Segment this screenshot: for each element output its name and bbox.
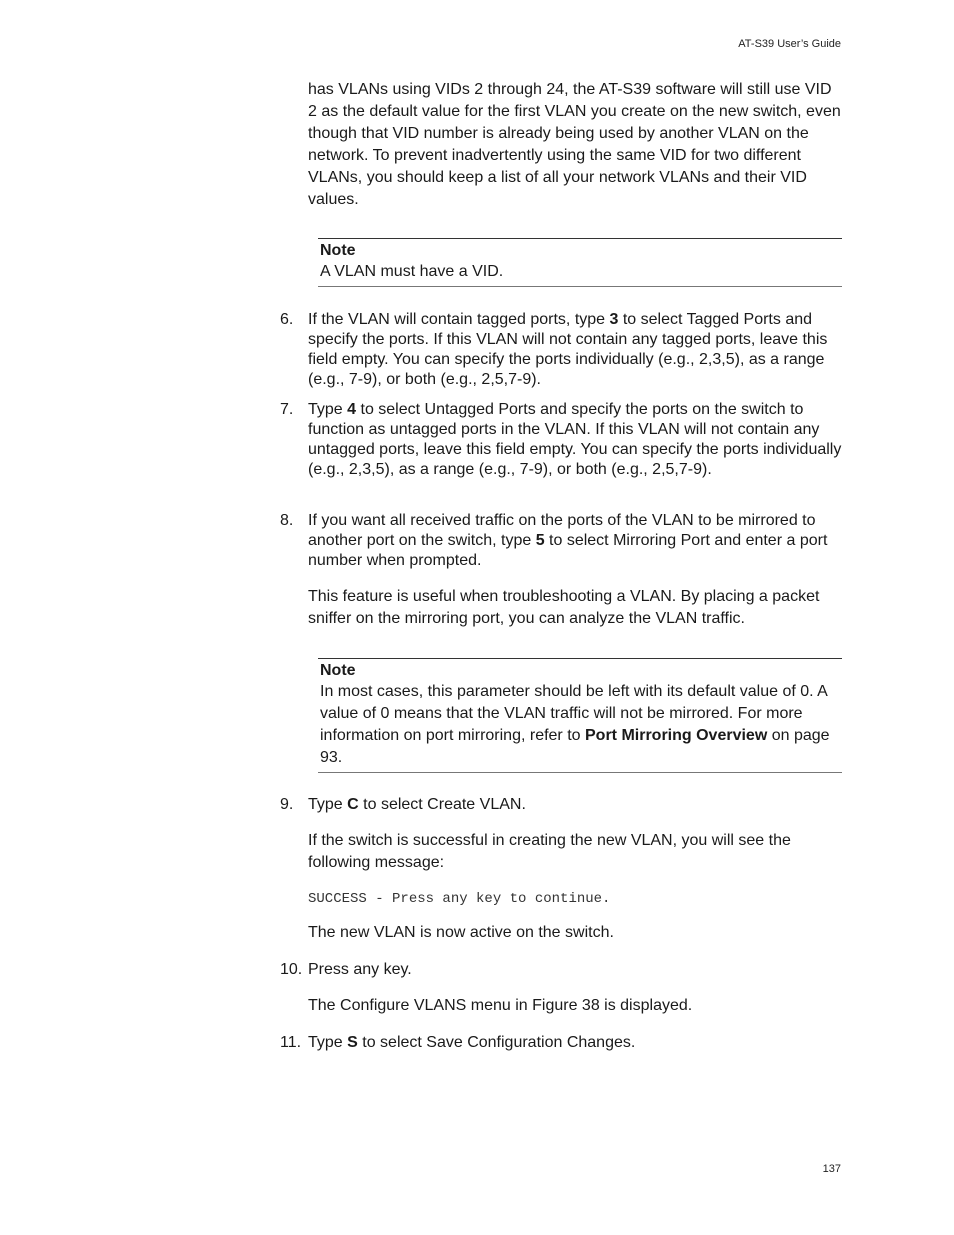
step-8 — [280, 511, 842, 573]
step-number: 6. — [280, 311, 294, 328]
step-11 — [280, 1033, 842, 1055]
note-box — [318, 238, 842, 287]
step-number: 7. — [280, 401, 294, 418]
note-title: Note — [320, 662, 356, 679]
step-number: 9. — [280, 796, 294, 813]
note-title: Note — [320, 242, 356, 259]
step-text: Press any key. — [308, 961, 412, 978]
key-label: 3 — [609, 311, 619, 328]
step-text: If you want all received traffic on the ports of the VLAN to be mirrored to another port on the switch, type 5 to select Mirroring Port and enter a port number when prompted. — [308, 512, 828, 569]
step-text: If the VLAN will contain tagged ports, type 3 to select Tagged Ports and specify the ports. If this VLAN will not contain any tagged ports, leave this field empty. You can specify the ports individually (e.g., 2,3,5), as a range (e.g., 7-9), or both (e.g., 2,5,7-9). — [308, 311, 828, 388]
step-7 — [280, 400, 842, 502]
note-body: A VLAN must have a VID. — [320, 263, 504, 280]
cross-reference-link[interactable]: Port Mirroring Overview — [585, 727, 768, 744]
key-label: 5 — [535, 532, 545, 549]
step-number: 10. — [280, 961, 303, 978]
step-number: 11. — [280, 1034, 302, 1051]
step-8-followup: This feature is useful when troubleshooting a VLAN. By placing a packet sniffer on the mirroring port, you can analyze the VLAN traffic. — [308, 588, 820, 627]
step-text: Type C to select Create VLAN. — [308, 796, 526, 813]
page-number: 137 — [822, 1163, 841, 1175]
step-text: Type S to select Save Configuration Changes. — [308, 1034, 636, 1051]
step-9 — [280, 795, 842, 817]
key-label: S — [347, 1034, 358, 1051]
note-body: In most cases, this parameter should be left with its default value of 0. A value of 0 means that the VLAN traffic will not be mirrored. For more information on port mirroring, refer to Port Mirroring Overview on page 93. — [320, 683, 830, 766]
note-box — [318, 658, 842, 773]
key-label: C — [347, 796, 359, 813]
step-9-after: The new VLAN is now active on the switch. — [308, 924, 614, 941]
intro-paragraph — [308, 79, 842, 211]
step-10-followup: The Configure VLANS menu in Figure 38 is displayed. — [308, 997, 693, 1014]
success-message-code: SUCCESS - Press any key to continue. — [308, 891, 611, 907]
step-6 — [280, 310, 842, 392]
step-text: Type 4 to select Untagged Ports and specify the ports on the switch to function as untagged ports in the VLAN. If this VLAN will not contain any untagged ports, leave this field empty. You can specify the ports individually (e.g., 2,3,5), as a range (e.g., 7-9), or both (e.g., 2,5,7-9). — [308, 401, 842, 478]
running-header: AT-S39 User’s Guide — [738, 38, 841, 50]
step-10 — [280, 960, 842, 982]
step-9-followup: If the switch is successful in creating the new VLAN, you will see the following message: — [308, 832, 791, 871]
key-label: 4 — [347, 401, 357, 418]
intro-text: has VLANs using VIDs 2 through 24, the AT-S39 software will still use VID 2 as the default value for the first VLAN you create on the new switch, even though that VID number is already being used by another VLAN on the network. To prevent inadvertently using the same VID for two different VLANs, you should keep a list of all your network VLANs and their VID values. — [308, 81, 841, 208]
step-number: 8. — [280, 512, 294, 529]
